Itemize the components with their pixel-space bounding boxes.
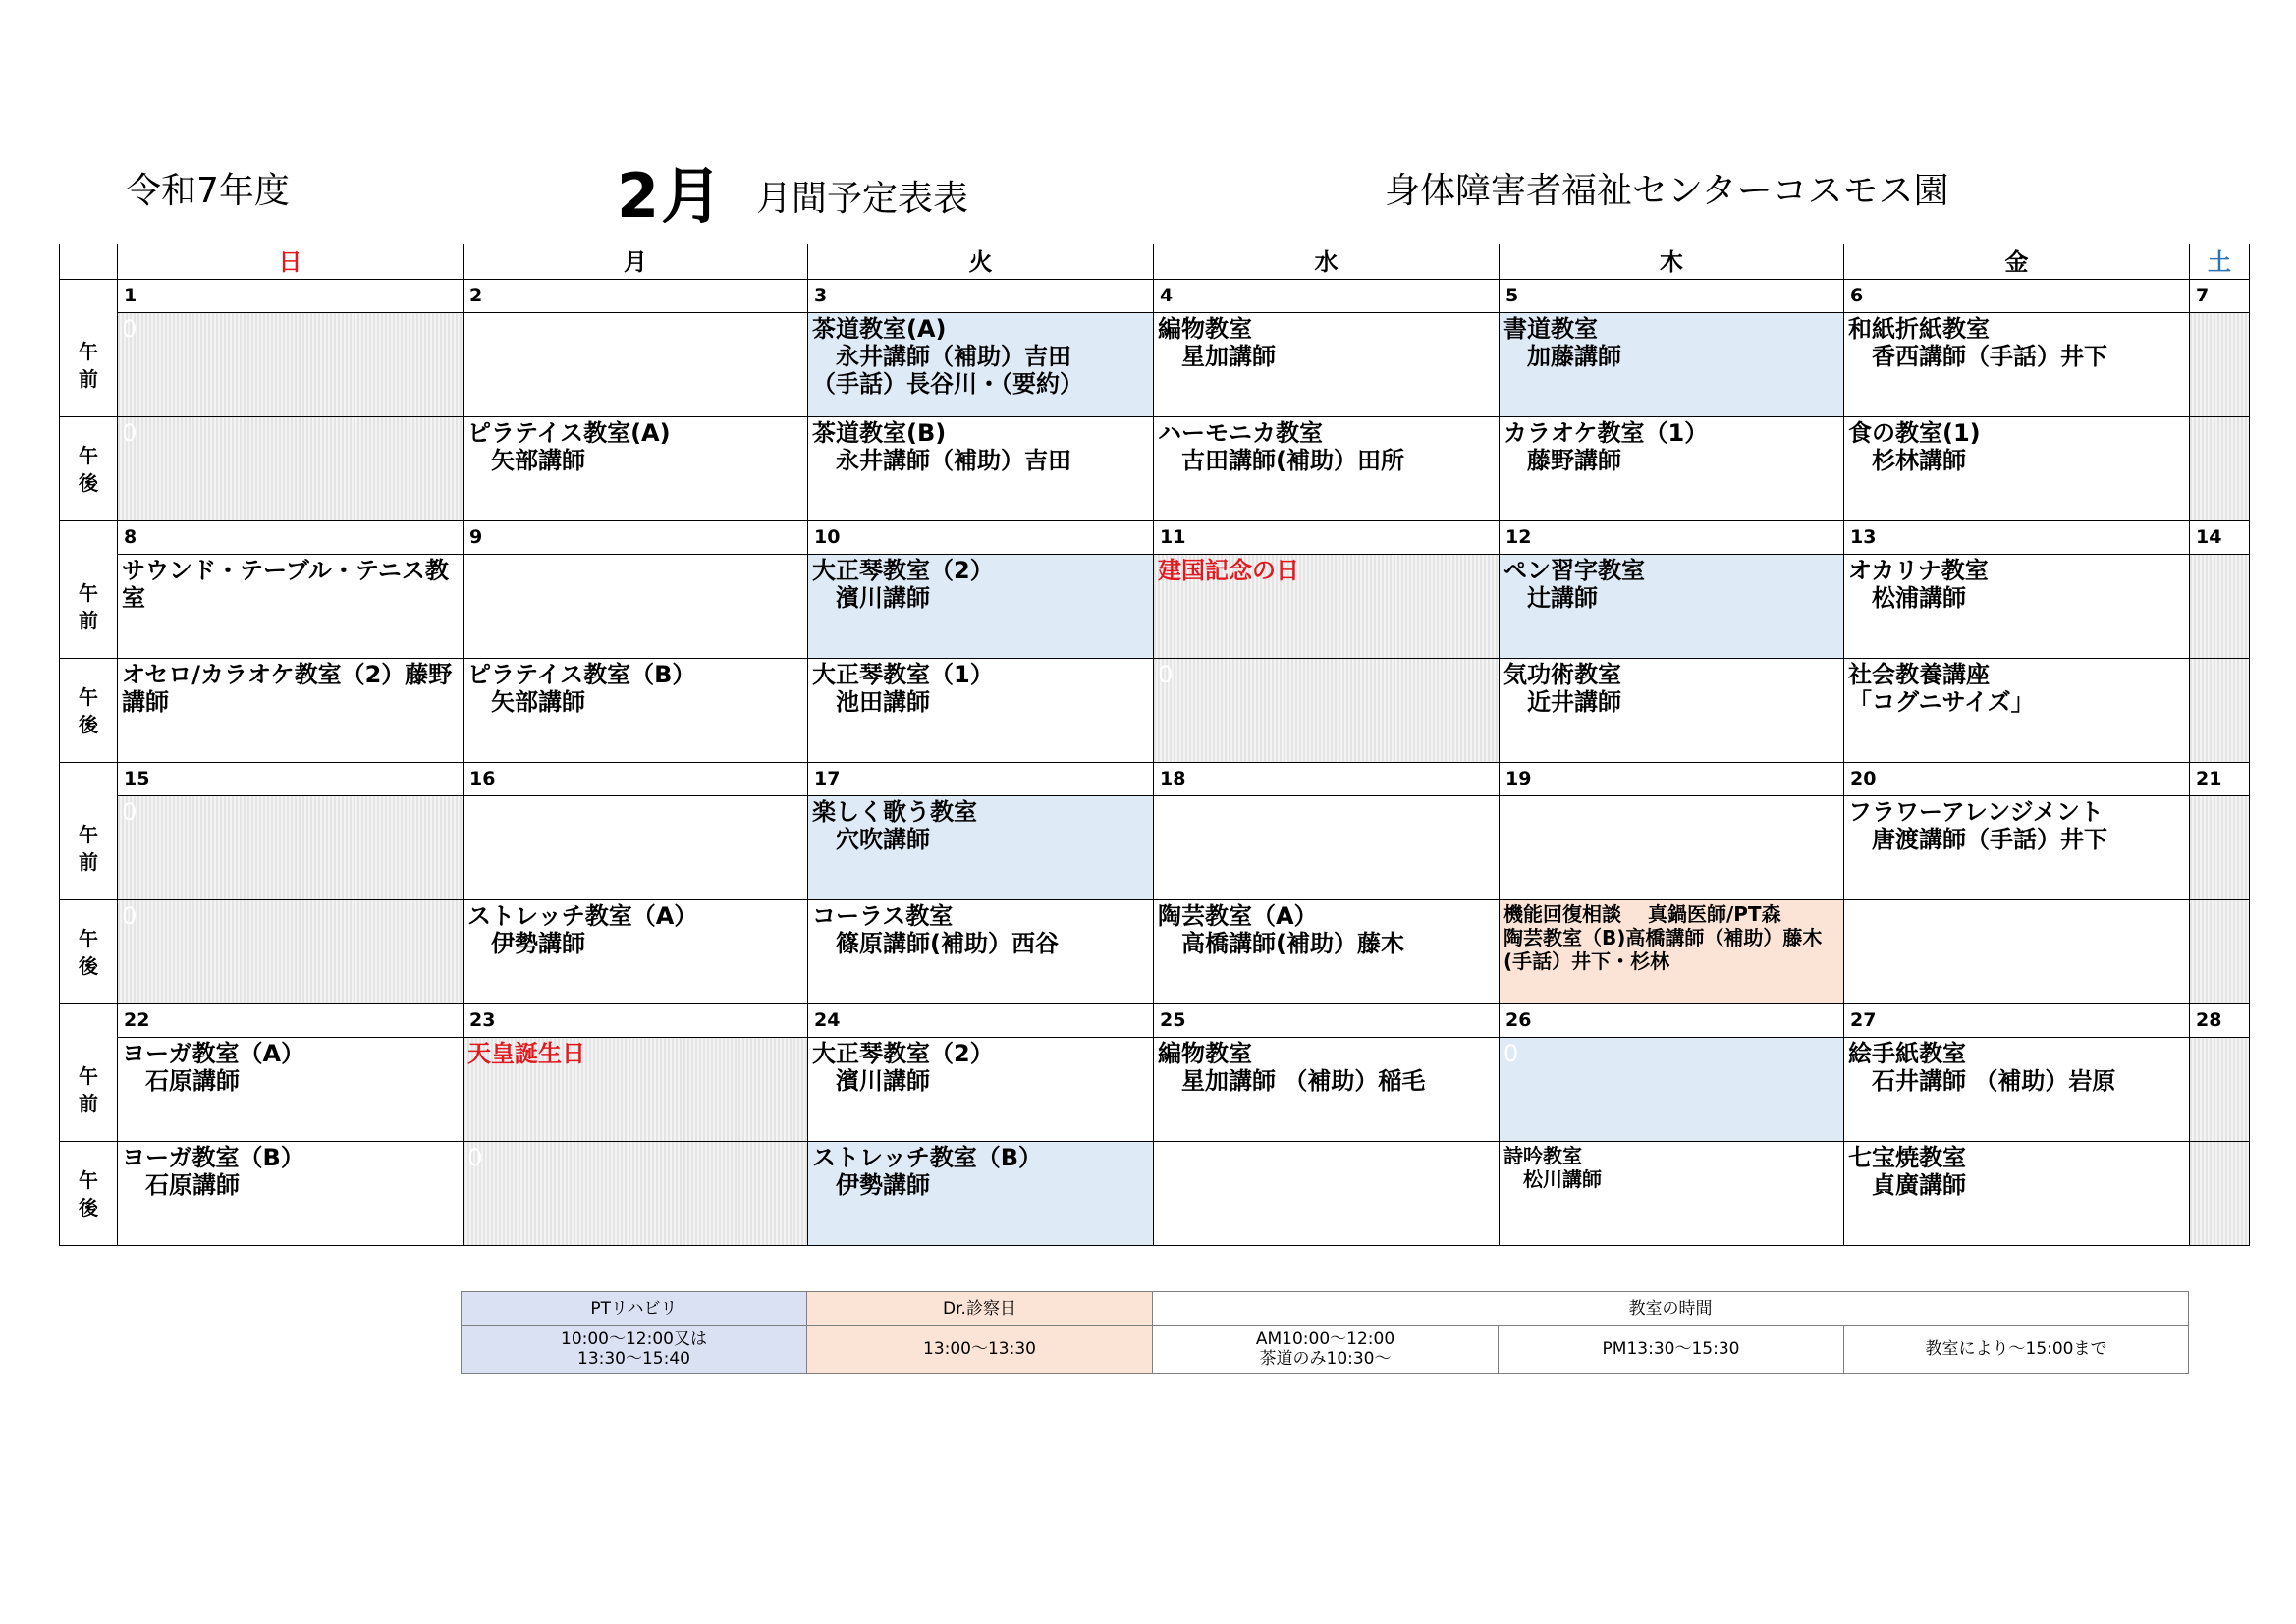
schedule-cell-pm: [808, 1142, 1154, 1246]
legend-dr-title: Dr.診察日: [807, 1292, 1153, 1326]
am-label: [60, 280, 118, 417]
date-number: 28: [2190, 1004, 2250, 1038]
schedule-cell-pm: [1154, 659, 1500, 763]
date-number: 10: [808, 521, 1154, 555]
event-line: ピラテイス教室（B）: [467, 661, 696, 688]
event-line: 0: [1503, 1040, 1519, 1067]
event-line: 唐渡講師（手話）井下: [1848, 826, 2107, 853]
date-number: 25: [1154, 1004, 1500, 1038]
schedule-cell-am: [2190, 555, 2250, 659]
event-line: 機能回復相談 真鍋医師/PT森: [1503, 902, 1781, 926]
schedule-cell-pm: [2190, 1142, 2250, 1246]
pm-label-char: 午: [79, 1167, 98, 1192]
schedule-cell-am: [1844, 313, 2190, 417]
schedule-cell-am: [1154, 1038, 1500, 1142]
schedule-cell-am: [1154, 313, 1500, 417]
schedule-cell-pm: [2190, 900, 2250, 1004]
event-line: 近井講師: [1503, 688, 1621, 716]
date-number: 26: [1500, 1004, 1844, 1038]
am-label-char: 午: [79, 822, 98, 846]
pm-label-char: 後: [79, 1195, 98, 1219]
am-label-char: 前: [79, 1091, 98, 1115]
schedule-cell-am: [2190, 313, 2250, 417]
date-number: 27: [1844, 1004, 2190, 1038]
am-label: [60, 1004, 118, 1142]
event-line: ヨーガ教室（B）: [122, 1144, 304, 1171]
event-line: 0: [122, 902, 137, 930]
pm-label: [60, 417, 118, 521]
event-line: 篠原講師(補助）西谷: [812, 930, 1059, 957]
date-number: 7: [2190, 280, 2250, 313]
date-number: 19: [1500, 763, 1844, 796]
pm-label-char: 午: [79, 926, 98, 950]
event-line: 社会教養講座: [1848, 661, 1990, 688]
weekday-header: 日: [118, 244, 464, 280]
event-line: 永井講師（補助）吉田: [812, 343, 1071, 370]
schedule-cell-pm: [808, 659, 1154, 763]
date-number: 17: [808, 763, 1154, 796]
legend-pt-title: PTリハビリ: [462, 1292, 807, 1326]
event-line: 伊勢講師: [467, 930, 585, 957]
am-label: [60, 763, 118, 900]
am-label: [60, 521, 118, 659]
pm-label: [60, 1142, 118, 1246]
schedule-cell-pm: [1500, 417, 1844, 521]
schedule-cell-pm: [464, 417, 808, 521]
pm-label-char: 午: [79, 684, 98, 709]
schedule-cell-pm: [1154, 900, 1500, 1004]
date-number: 22: [118, 1004, 464, 1038]
header-corner: [60, 244, 118, 280]
date-number: 9: [464, 521, 808, 555]
event-line: ヨーガ教室（A）: [122, 1040, 305, 1067]
schedule-cell-pm: [464, 900, 808, 1004]
schedule-cell-pm: [808, 417, 1154, 521]
legend-table: [461, 1291, 2189, 1374]
month-title: 2月: [617, 160, 725, 232]
schedule-cell-pm: [1500, 659, 1844, 763]
weekday-header: 木: [1500, 244, 1844, 280]
date-number: 21: [2190, 763, 2250, 796]
am-label-char: 前: [79, 366, 98, 391]
pm-label-char: 後: [79, 470, 98, 495]
event-line: ストレッチ教室（B）: [812, 1144, 1043, 1171]
am-label-char: 前: [79, 608, 98, 632]
event-line: 星加講師: [1158, 343, 1276, 370]
event-line: 香西講師（手話）井下: [1848, 343, 2107, 370]
date-number: 14: [2190, 521, 2250, 555]
event-line: 0: [467, 1144, 483, 1171]
legend-note: 教室により～15:00まで: [1844, 1326, 2189, 1374]
schedule-cell-pm: [118, 1142, 464, 1246]
weekday-header: 火: [808, 244, 1154, 280]
schedule-cell-pm: [808, 900, 1154, 1004]
event-line: 「コグニサイズ」: [1848, 688, 2035, 716]
event-line: 古田講師(補助）田所: [1158, 447, 1404, 474]
schedule-cell-am: [464, 313, 808, 417]
event-line: 大正琴教室（1）: [812, 661, 994, 688]
event-line: 絵手紙教室: [1848, 1040, 1966, 1067]
schedule-cell-pm: [2190, 417, 2250, 521]
legend-am-time: AM10:00～12:00 茶道のみ10:30～: [1153, 1326, 1499, 1374]
event-line: ピラテイス教室(A): [467, 419, 671, 447]
pm-label: [60, 659, 118, 763]
schedule-cell-am: [118, 796, 464, 900]
event-line: 陶芸教室（B)高橋講師（補助）藤木 (手話）井下・杉林: [1503, 926, 1830, 973]
event-line: 詩吟教室: [1503, 1144, 1582, 1167]
event-line: ハーモニカ教室: [1158, 419, 1323, 447]
event-line: 0: [122, 315, 137, 343]
event-line: 星加講師 （補助）稲毛: [1158, 1067, 1426, 1095]
event-line: 池田講師: [812, 688, 930, 716]
event-line: サウンド・テーブル・テニス教室: [122, 557, 449, 612]
legend-dr-time: 13:00～13:30: [807, 1326, 1153, 1374]
schedule-cell-am: [1500, 1038, 1844, 1142]
legend-pm-time: PM13:30～15:30: [1499, 1326, 1844, 1374]
schedule-cell-am: [118, 555, 464, 659]
event-line: カラオケ教室（1）: [1503, 419, 1709, 447]
date-number: 23: [464, 1004, 808, 1038]
event-line: 藤野講師: [1503, 447, 1621, 474]
schedule-cell-am: [1154, 555, 1500, 659]
am-label-char: 前: [79, 849, 98, 874]
schedule-cell-pm: [464, 1142, 808, 1246]
event-line: オセロ/カラオケ教室（2）藤野講師: [122, 661, 453, 716]
event-line: 松浦講師: [1848, 584, 1966, 612]
event-line: 石原講師: [122, 1171, 240, 1199]
event-line: 茶道教室(A): [812, 315, 947, 343]
date-number: 24: [808, 1004, 1154, 1038]
event-line: 濱川講師: [812, 584, 930, 612]
schedule-cell-pm: [2190, 659, 2250, 763]
schedule-cell-am: [464, 796, 808, 900]
event-line: 杉林講師: [1848, 447, 1966, 474]
date-number: 12: [1500, 521, 1844, 555]
event-line: 茶道教室(B): [812, 419, 947, 447]
calendar-table: [59, 244, 2250, 1246]
event-line: 辻講師: [1503, 584, 1598, 612]
event-line: 編物教室: [1158, 1040, 1252, 1067]
date-number: 15: [118, 763, 464, 796]
schedule-cell-pm: [118, 417, 464, 521]
event-line: （手話）長谷川・（要約）: [812, 370, 1083, 398]
schedule-cell-am: [118, 1038, 464, 1142]
event-line: 濱川講師: [812, 1067, 930, 1095]
schedule-cell-pm: [118, 659, 464, 763]
schedule-cell-am: [1844, 796, 2190, 900]
am-label-char: 午: [79, 1063, 98, 1088]
schedule-cell-am: [464, 1038, 808, 1142]
event-line: フラワーアレンジメント: [1848, 798, 2104, 826]
fiscal-year: 令和7年度: [126, 171, 290, 211]
event-line: コーラス教室: [812, 902, 954, 930]
event-line: 伊勢講師: [812, 1171, 930, 1199]
event-line: 0: [1158, 661, 1174, 688]
schedule-cell-am: [808, 313, 1154, 417]
date-number: 8: [118, 521, 464, 555]
pm-label: [60, 900, 118, 1004]
date-number: 20: [1844, 763, 2190, 796]
event-line: 石井講師 （補助）岩原: [1848, 1067, 2116, 1095]
schedule-cell-pm: [1500, 900, 1844, 1004]
event-line: 高橋講師(補助）藤木: [1158, 930, 1404, 957]
event-line: 食の教室(1): [1848, 419, 1981, 447]
event-line: 貞廣講師: [1848, 1171, 1966, 1199]
event-line: オカリナ教室: [1848, 557, 1989, 584]
schedule-cell-am: [808, 555, 1154, 659]
schedule-cell-am: [1844, 1038, 2190, 1142]
event-line: 気功術教室: [1503, 661, 1621, 688]
event-line: 松川講師: [1503, 1167, 1602, 1191]
weekday-header: 金: [1844, 244, 2190, 280]
event-line: 編物教室: [1158, 315, 1252, 343]
schedule-cell-pm: [118, 900, 464, 1004]
organization-name: 身体障害者福祉センターコスモス園: [1385, 171, 1949, 211]
event-line: 加藤講師: [1503, 343, 1621, 370]
schedule-cell-pm: [1844, 1142, 2190, 1246]
event-line: 矢部講師: [467, 688, 585, 716]
legend-class-time-title: 教室の時間: [1153, 1292, 2189, 1326]
am-label-char: 午: [79, 339, 98, 363]
date-number: 6: [1844, 280, 2190, 313]
schedule-cell-pm: [1844, 900, 2190, 1004]
schedule-cell-pm: [1500, 1142, 1844, 1246]
schedule-cell-am: [1500, 313, 1844, 417]
event-line: ペン習字教室: [1503, 557, 1645, 584]
schedule-cell-pm: [1154, 1142, 1500, 1246]
schedule-title: 月間予定表表: [756, 179, 969, 219]
event-line: ストレッチ教室（A）: [467, 902, 698, 930]
date-number: 4: [1154, 280, 1500, 313]
legend-pt-time: 10:00～12:00又は 13:30～15:40: [462, 1326, 807, 1374]
event-line: 陶芸教室（A）: [1158, 902, 1318, 930]
event-line: 楽しく歌う教室: [812, 798, 977, 826]
schedule-cell-pm: [1844, 659, 2190, 763]
pm-label-char: 後: [79, 953, 98, 978]
date-number: 16: [464, 763, 808, 796]
schedule-cell-pm: [1154, 417, 1500, 521]
schedule-cell-am: [1154, 796, 1500, 900]
date-number: 13: [1844, 521, 2190, 555]
event-line: 0: [122, 798, 137, 826]
event-line: 天皇誕生日: [467, 1040, 585, 1067]
schedule-cell-am: [808, 1038, 1154, 1142]
event-line: 石原講師: [122, 1067, 240, 1095]
weekday-header: 土: [2190, 244, 2250, 280]
schedule-cell-am: [2190, 1038, 2250, 1142]
schedule-cell-am: [808, 796, 1154, 900]
date-number: 1: [118, 280, 464, 313]
weekday-header: 水: [1154, 244, 1500, 280]
schedule-cell-am: [1500, 555, 1844, 659]
schedule-cell-am: [464, 555, 808, 659]
event-line: 永井講師（補助）吉田: [812, 447, 1071, 474]
weekday-header: 月: [464, 244, 808, 280]
schedule-cell-pm: [1844, 417, 2190, 521]
event-line: 0: [122, 419, 137, 447]
am-label-char: 午: [79, 580, 98, 605]
date-number: 5: [1500, 280, 1844, 313]
date-number: 3: [808, 280, 1154, 313]
schedule-cell-am: [1500, 796, 1844, 900]
schedule-cell-am: [1844, 555, 2190, 659]
event-line: 七宝焼教室: [1848, 1144, 1966, 1171]
date-number: 18: [1154, 763, 1500, 796]
event-line: 和紙折紙教室: [1848, 315, 1990, 343]
event-line: 書道教室: [1503, 315, 1598, 343]
schedule-cell-am: [2190, 796, 2250, 900]
schedule-cell-pm: [464, 659, 808, 763]
event-line: 建国記念の日: [1158, 557, 1299, 584]
date-number: 11: [1154, 521, 1500, 555]
date-number: 2: [464, 280, 808, 313]
event-line: 穴吹講師: [812, 826, 930, 853]
schedule-cell-am: [118, 313, 464, 417]
event-line: 大正琴教室（2）: [812, 557, 994, 584]
event-line: 大正琴教室（2）: [812, 1040, 994, 1067]
event-line: 矢部講師: [467, 447, 585, 474]
pm-label-char: 後: [79, 712, 98, 736]
pm-label-char: 午: [79, 443, 98, 467]
